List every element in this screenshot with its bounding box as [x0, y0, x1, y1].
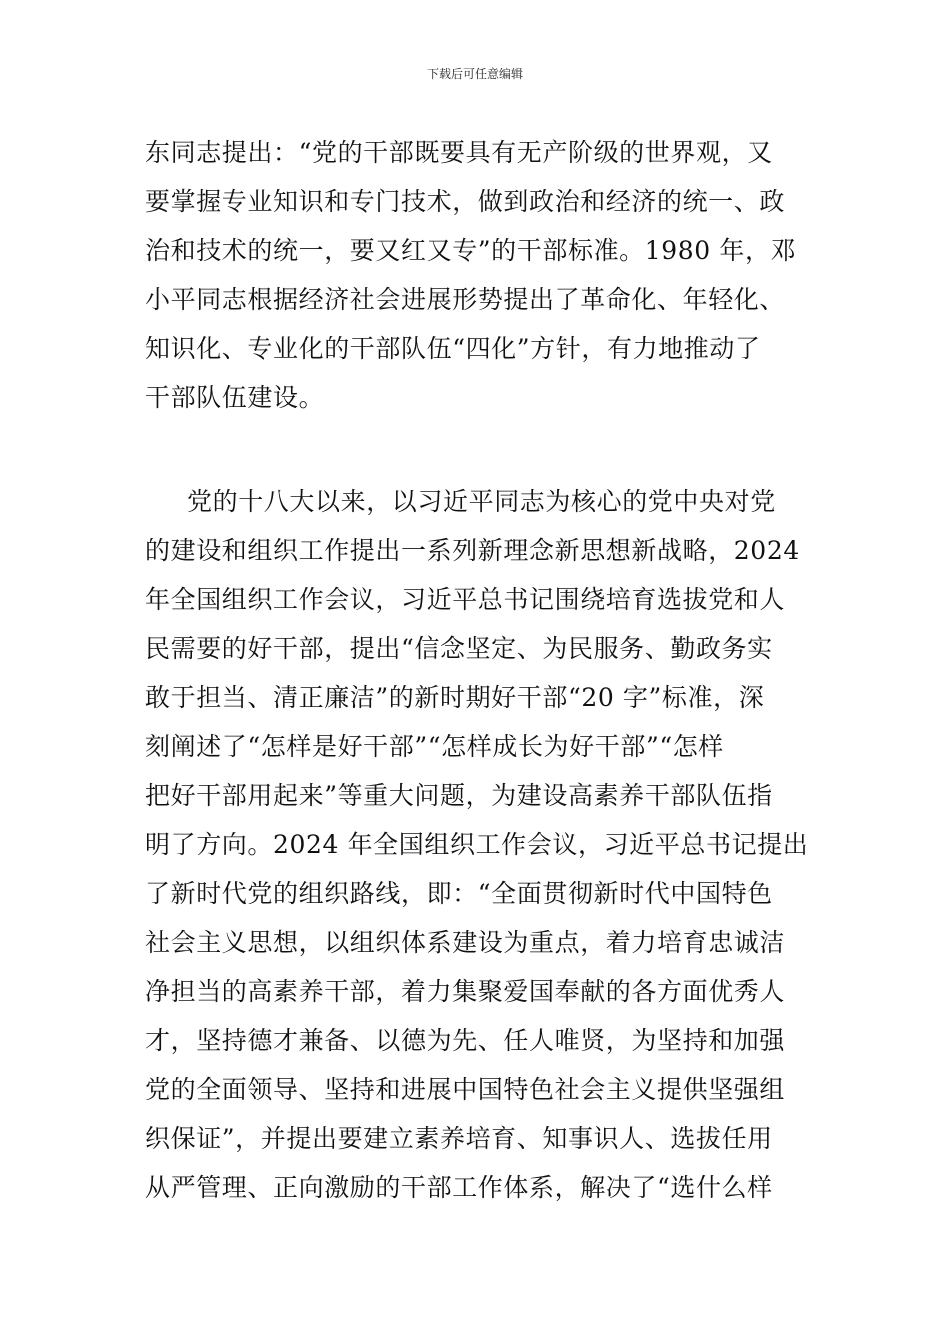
text-line: 知识化、专业化的干部队伍“四化”方针，有力地推动了 [145, 334, 761, 363]
text-line: 东同志提出：“党的干部既要具有无产阶级的世界观，又 [145, 138, 773, 167]
text-line: 的建设和组织工作提出一系列新理念新思想新战略，2024 [145, 536, 800, 565]
paragraph-1 [145, 128, 810, 422]
text-line: 明了方向。2024 年全国组织工作会议，习近平总书记提出 [145, 830, 809, 859]
text-line: 小平同志根据经济社会进展形势提出了革命化、年轻化、 [145, 285, 786, 314]
text-line: 才，坚持德才兼备、以德为先、任人唯贤，为坚持和加强 [145, 1026, 786, 1055]
paragraph-2 [145, 477, 810, 1212]
text-line: 党的全面领导、坚持和进展中国特色社会主义提供坚强组 [145, 1075, 786, 1104]
text-line: 织保证”，并提出要建立素养培育、知事识人、选拔任用 [145, 1124, 773, 1153]
text-line: 净担当的高素养干部，着力集聚爱国奉献的各方面优秀人 [145, 977, 786, 1006]
text-line: 把好干部用起来”等重大问题，为建设高素养干部队伍指 [145, 781, 773, 810]
text-line: 社会主义思想，以组织体系建设为重点，着力培育忠诚洁 [145, 928, 786, 957]
text-line: 刻阐述了“怎样是好干部”“怎样成长为好干部”“怎样 [145, 732, 724, 761]
text-line: 了新时代党的组织路线，即：“全面贯彻新时代中国特色 [145, 879, 773, 908]
text-line: 民需要的好干部，提出“信念坚定、为民服务、勤政务实 [145, 634, 773, 663]
text-line: 干部队伍建设。 [145, 383, 325, 412]
text-line-indented: 党的十八大以来，以习近平同志为核心的党中央对党 [187, 487, 776, 516]
text-line: 年全国组织工作会议，习近平总书记围绕培育选拔党和人 [145, 585, 786, 614]
page-header-note: 下载后可任意编辑 [426, 67, 523, 81]
text-line: 敢于担当、清正廉洁”的新时期好干部“20 字”标准，深 [145, 683, 765, 712]
text-line: 从严管理、正向激励的干部工作体系，解决了“选什么样 [145, 1173, 773, 1202]
text-line: 治和技术的统一，要又红又专”的干部标准。1980 年，邓 [145, 236, 797, 265]
text-line: 要掌握专业知识和专门技术，做到政治和经济的统一、政 [145, 187, 786, 216]
